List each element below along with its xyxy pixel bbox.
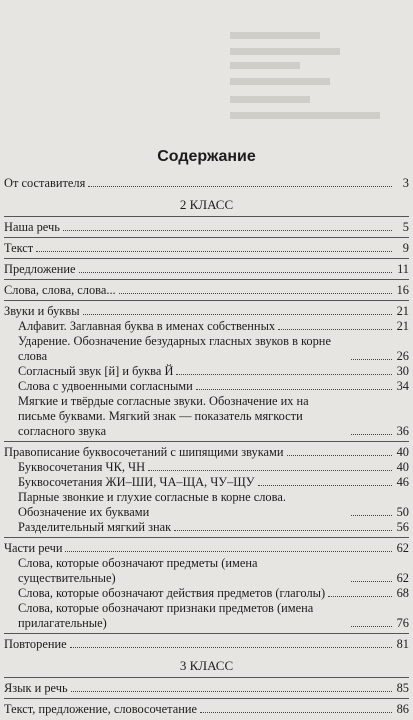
toc-entry-page: 81 [396,637,409,651]
toc-entry[interactable] [4,283,409,298]
toc-entry-page: 30 [396,364,409,378]
divider [4,537,409,538]
toc-entry-title: Ударение. Обозначение безударных гласных звуков в корне слова [18,334,331,363]
toc-entry-title: Слова, которые обозначают действия предметов (глаголы) [18,586,326,600]
toc-entry-title: Слова, которые обозначают признаки предметов (имена прилагательные) [18,601,314,630]
divider [4,279,409,280]
toc-entry-title: Звуки и буквы [4,304,80,318]
toc-subentry[interactable] [4,319,409,334]
toc-entry-page: 3 [402,176,409,190]
toc-entry-title: Правописание буквосочетаний с шипящими звуками [4,445,284,459]
toc-entry-page: 62 [396,571,409,585]
toc-entry-title: Разделительный мягкий знак [18,520,172,534]
divider [4,216,409,217]
toc-entry-page: 86 [396,702,409,716]
toc-entry-page: 46 [396,475,409,489]
toc-entry-title: Буквосочетания ЖИ–ШИ, ЧА–ЩА, ЧУ–ЩУ [18,475,255,489]
toc-entry-title: Предложение [4,262,76,276]
toc-entry-title: Согласный звук [й] и буква Й [18,364,174,378]
toc-subentry[interactable] [4,601,409,631]
toc-entry-title: Текст [4,241,34,255]
toc-entry[interactable] [4,702,409,717]
toc-entry[interactable] [4,241,409,256]
section-heading: 3 КЛАСС [179,658,234,673]
toc-subentry[interactable] [4,394,409,439]
toc-entry-page: 40 [396,445,409,459]
toc-entry-page: 76 [396,616,409,630]
toc-entry-title: Части речи [4,541,63,555]
divider [4,677,409,678]
toc-entry-page: 40 [396,460,409,474]
toc-entry-title: Язык и речь [4,681,68,695]
toc-subentry[interactable] [4,475,409,490]
toc-entry[interactable] [4,681,409,696]
toc-entry[interactable] [4,637,409,652]
toc-entry[interactable] [4,220,409,235]
divider [4,237,409,238]
toc-entry-title: Наша речь [4,220,60,234]
toc-entry-title: От составителя [4,176,86,190]
toc-entry[interactable] [4,541,409,556]
toc-entry-page: 62 [396,541,409,555]
toc-entry-page: 56 [396,520,409,534]
toc-subentry[interactable] [4,556,409,586]
toc-entry[interactable] [4,445,409,460]
toc-entry-page: 5 [402,220,409,234]
toc-entry[interactable] [4,176,409,191]
divider [4,633,409,634]
toc-entry-page: 34 [396,379,409,393]
toc-subentry[interactable] [4,490,409,520]
section-heading: 2 КЛАСС [179,197,234,212]
toc-entry-page: 26 [396,349,409,363]
toc-entry[interactable] [4,262,409,277]
toc-subentry[interactable] [4,586,409,601]
toc-subentry[interactable] [4,379,409,394]
toc-entry-page: 68 [396,586,409,600]
toc-subentry[interactable] [4,460,409,475]
toc-entry-page: 16 [396,283,409,297]
toc-subentry[interactable] [4,364,409,379]
toc-entry-page: 36 [396,424,409,438]
toc-subentry[interactable] [4,334,409,364]
page-title: Содержание [157,148,256,165]
toc-entry-page: 50 [396,505,409,519]
table-of-contents [4,176,409,717]
toc-subentry[interactable] [4,520,409,535]
toc-entry-title: Слова с удвоенными согласными [18,379,193,393]
toc-entry-title: Мягкие и твёрдые согласные звуки. Обозначение их на письме буквами. Мягкий знак — показатель мягкости согласного звука [18,394,309,438]
toc-entry-title: Слова, которые обозначают предметы (имена существительные) [18,556,258,585]
divider [4,258,409,259]
toc-entry-title: Буквосочетания ЧК, ЧН [18,460,146,474]
toc-entry-page: 85 [396,681,409,695]
bleed-through-area [0,0,413,140]
toc-entry-title: Текст, предложение, словосочетание [4,702,197,716]
divider [4,300,409,301]
toc-entry-title: Слова, слова, слова... [4,283,116,297]
toc-entry-page: 21 [396,304,409,318]
toc-entry-page: 9 [402,241,409,255]
toc-entry-title: Повторение [4,637,67,651]
toc-entry-title: Парные звонкие и глухие согласные в корне слова. Обозначение их буквами [18,490,286,519]
toc-entry-title: Алфавит. Заглавная буква в именах собственных [18,319,276,333]
toc-entry-page: 21 [396,319,409,333]
toc-entry[interactable] [4,304,409,319]
divider [4,441,409,442]
toc-entry-page: 11 [397,262,409,276]
divider [4,698,409,699]
